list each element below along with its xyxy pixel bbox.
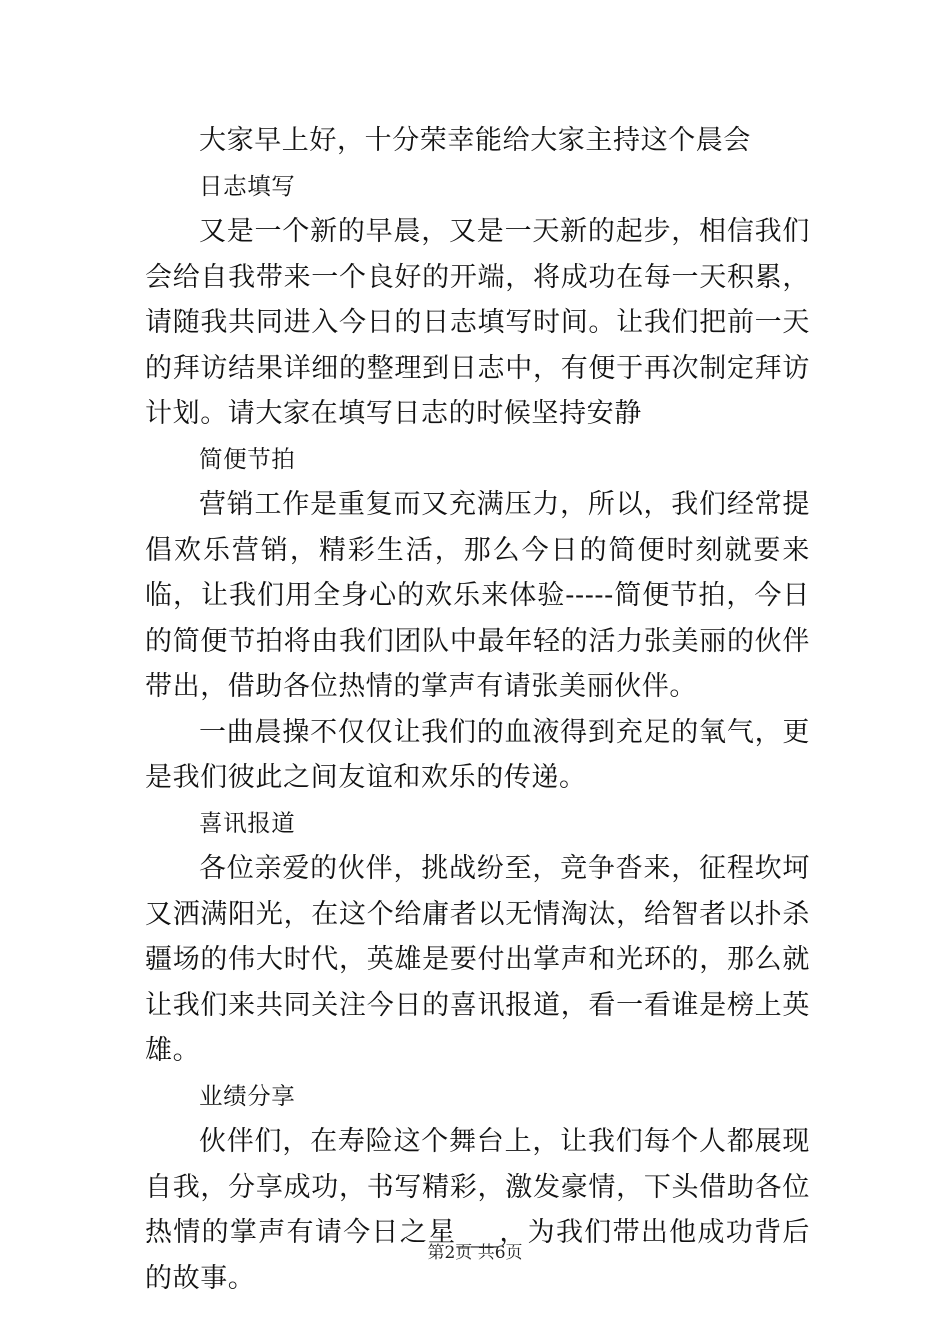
document-body (145, 118, 810, 1301)
section-heading-good-news: 喜讯报道 (199, 808, 296, 837)
page-number-footer: 第2页 共6页 (427, 1243, 523, 1263)
opening-line: 大家早上好，十分荣幸能给大家主持这个晨会 (199, 125, 751, 156)
section-heading-log: 日志填写 (199, 171, 296, 200)
paragraph-good-news: 各位亲爱的伙伴，挑战纷至，竞争沓来，征程坎坷又洒满阳光，在这个给庸者以无情淘汰，给智者以扑杀疆场的伟大时代，英雄是要付出掌声和光环的，那么就让我们来共同关注今日的喜讯报道，看一看谁是榜上英雄。 (145, 853, 810, 1066)
paragraph-log: 又是一个新的早晨，又是一天新的起步，相信我们会给自我带来一个良好的开端，将成功在每一天积累，请随我共同进入今日的日志填写时间。让我们把前一天的拜访结果详细的整理到日志中，有便于再次制定拜访计划。请大家在填写日志的时候坚持安静 (145, 216, 810, 429)
section-heading-performance: 业绩分享 (199, 1081, 296, 1110)
paragraph-rhythm: 营销工作是重复而又充满压力，所以，我们经常提倡欢乐营销，精彩生活，那么今日的简便时刻就要来临，让我们用全身心的欢乐来体验-----简便节拍，今日的简便节拍将由我们团队中最年轻的活力张美丽的伙伴带出，借助各位热情的掌声有请张美丽伙伴。 (145, 489, 810, 702)
paragraph-morning-exercise: 一曲晨操不仅仅让我们的血液得到充足的氧气，更是我们彼此之间友谊和欢乐的传递。 (145, 716, 810, 793)
section-heading-rhythm: 简便节拍 (199, 444, 296, 473)
paragraph-performance: 伙伴们，在寿险这个舞台上，让我们每个人都展现自我，分享成功，书写精彩，激发豪情，下头借助各位热情的掌声有请今日之星___，为我们带出他成功背后的故事。 (145, 1126, 810, 1294)
